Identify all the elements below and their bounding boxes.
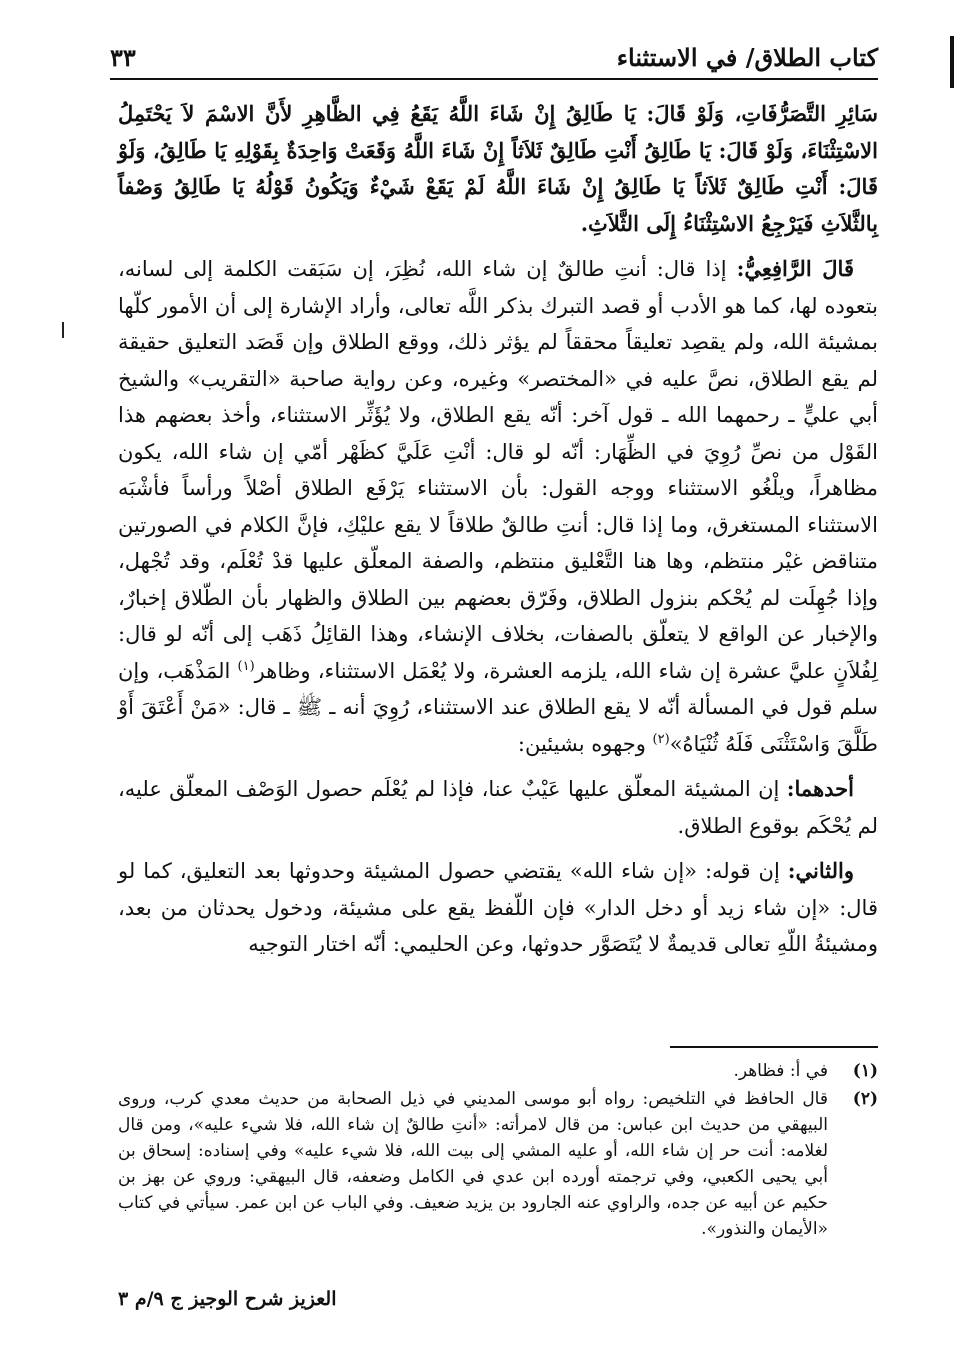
page-header — [110, 30, 878, 80]
page-edge-mark — [950, 36, 954, 88]
footnotes — [118, 1058, 878, 1244]
first-reason-text: إن المشيئة المعلّق عليها عَيْبٌ عنا، فإذا لم يُعْلَم حصول الوَصْف المعلّق عليه، لم يُحْكَم بوقوع الطلاق. — [118, 777, 878, 838]
second-reason-text: إن قوله: «إن شاء الله» يقتضي حصول المشيئة وحدوثها بعد التعليق، كما لو قال: «إن شاء زيد أو دخل الدار» فإن اللّفظ يقع على مشيئة، ودخول يحدثان من بعد، ومشيئةُ اللّهِ تعالى قديمةٌ لا يُتَصَوَّر حدوثها، وعن الحليمي: أنّه اختار التوجيه — [118, 859, 878, 956]
footnote-number: (١) — [852, 1061, 878, 1081]
main-text — [118, 96, 878, 972]
commentary-paragraph — [118, 251, 878, 762]
running-title: كتاب الطلاق/ في الاستثناء — [616, 43, 878, 72]
footnote-number: (٢) — [852, 1089, 878, 1109]
footnote-text: في أ: فظاهر. — [733, 1061, 828, 1081]
footnote-ref-1: (١) — [237, 658, 255, 674]
margin-mark — [62, 322, 64, 338]
matn-paragraph: سَائِرِ التَّصَرُّفَاتِ، وَلَوْ قَالَ: يَا طَالِقُ إِنْ شَاءَ اللَّهُ يَقَعُ فِي الظَّاهِرِ لأَنَّ الاسْمَ لاَ يَحْتَمِلُ الاسْتِثْنَاءَ، وَلَوْ قَالَ: يَا طَالِقُ أَنْتِ طَالِقٌ ثَلاَثاً إِنْ شَاءَ اللَّهُ وَقَعَتْ وَاحِدَةٌ بِقَوْلِهِ يَا طَالِقُ، وَلَوْ قَالَ: أَنْتِ طَالِقٌ ثَلاَثاً يَا طَالِقُ إِنْ شَاءَ اللَّهُ لَمْ يَقَعْ شَيْءٌ وَيَكُونُ قَوْلُهُ يَا طَالِقُ وَصْفاً بِالثَّلاَثِ فَيَرْجِعُ الاسْتِثْنَاءُ إِلَى الثَّلاَثِ. — [118, 101, 878, 236]
footnote-ref-2: (٢) — [652, 731, 670, 747]
first-reason-lead: أحدهما: — [786, 776, 854, 801]
page-number: ٣٣ — [110, 43, 136, 72]
commentary-text-b: المَذْهَب، وإن سلم قول في المسألة أنّه لا يقع الطلاق عند الاستثناء، رُوِيَ أنه ـ ﷺ ـ قال: «مَنْ أَعْتَقَ أَوْ طَلَّقَ وَاسْتَثْنَى فَلَهُ ثُنْيَاهُ» — [118, 658, 878, 756]
footnote-text: قال الحافظ في التلخيص: رواه أبو موسى المديني في ذيل الصحابة من حديث معدي كرب، وروى البيهقي من حديث ابن عباس: من قال لامرأته: «أنتِ طالقٌ إن شاء الله، فلا شيء عليه»، ومن قال لغلامه: أنت حر إن شاء الله، أو عليه المشي إلى بيت الله، فلا شيء عليه» وفي إسناده: إسحاق بن أبي يحيى الكعبي، وفي ترجمته أورده ابن عدي في الكامل وضعفه، قال البيهقي: وروي عن بهز بن حكيم عن أبيه عن جده، والراوي عنه الجارود بن يزيد ضعيف. وفي الباب عن ابن عمر. سيأتي في كتاب «الأيمان والنذور». — [118, 1089, 828, 1239]
book-signature: العزيز شرح الوجيز ج ٩/م ٣ — [118, 1288, 337, 1310]
commentary-text-a: إذا قال: أنتِ طالقٌ إن شاء الله، نُظِرَ، إن سَبَقت الكلمة إلى لسانه، بتعوده لها، كما هو الأدب أو قصد التبرك بذكر اللَّه تعالى، وأراد الإشارة إلى أن الأمور كلّها بمشيئة الله، ولم يقصِد تعليقاً محققاً لم يؤثر ذلك، ووقع الطلاق وإن قَصَد التعليق حقيقة لم يقع الطلاق، نصَّ عليه في «المختصر» وغيره، وعن رواية صاحبة «التقريب» والشيخ أبي عليٍّ ـ رحمهما الله ـ قول آخر: أنّه يقع الطلاق، ولا يُؤَثِّر الاستثناء، وأخذ بعضهم هذا القَوْل من نصِّ رُوِيَ في الظِّهَار: أنّه لو قال: أنْتِ عَلَيَّ كظَهْر أمّي إن شاء الله، يكون مظاهراً، ويلْغُو الاستثناء ووجه القول: بأن الاستثناء يَرْفَع الطلاق أصْلاً ورأساً فأشْبَه الاستثناء المستغرق، وما إذا قال: أنتِ طالقٌ طلاقاً لا يقع عليْكِ، فإنَّ الكلام في الصورتين متناقض غيْر منتظم، وها هنا التَّعْليق منتظم، والصفة المعلّق عليها قدْ تُعْلَم، وقد تُجْهل، وإذا جُهِلَت لم يُحْكم بنزول الطلاق، وفَرّق بعضهم بين الطلاق والظهار بأن الطّلاق إخبارٌ، والإخبار عن الواقع لا يتعلّق بالصفات، بخلاف الإنشاء، وهذا القائِلُ ذَهَب إلى أنّه لو قال: لِفُلاَنٍ عليَّ عشرة إن شاء الله، يلزمه العشرة، ولا يُعْمَل الاستثناء، وظاهر — [118, 257, 878, 683]
footnote-separator — [670, 1046, 878, 1048]
footnote-1 — [118, 1058, 878, 1084]
rafii-lead: قَالَ الرَّافِعِيُّ: — [736, 256, 854, 281]
footnote-2 — [118, 1086, 878, 1242]
second-reason-lead: والثاني: — [787, 858, 854, 883]
commentary-text-c: وجهوه بشيئين: — [517, 731, 653, 756]
second-reason-paragraph — [118, 853, 878, 963]
first-reason-paragraph — [118, 771, 878, 844]
